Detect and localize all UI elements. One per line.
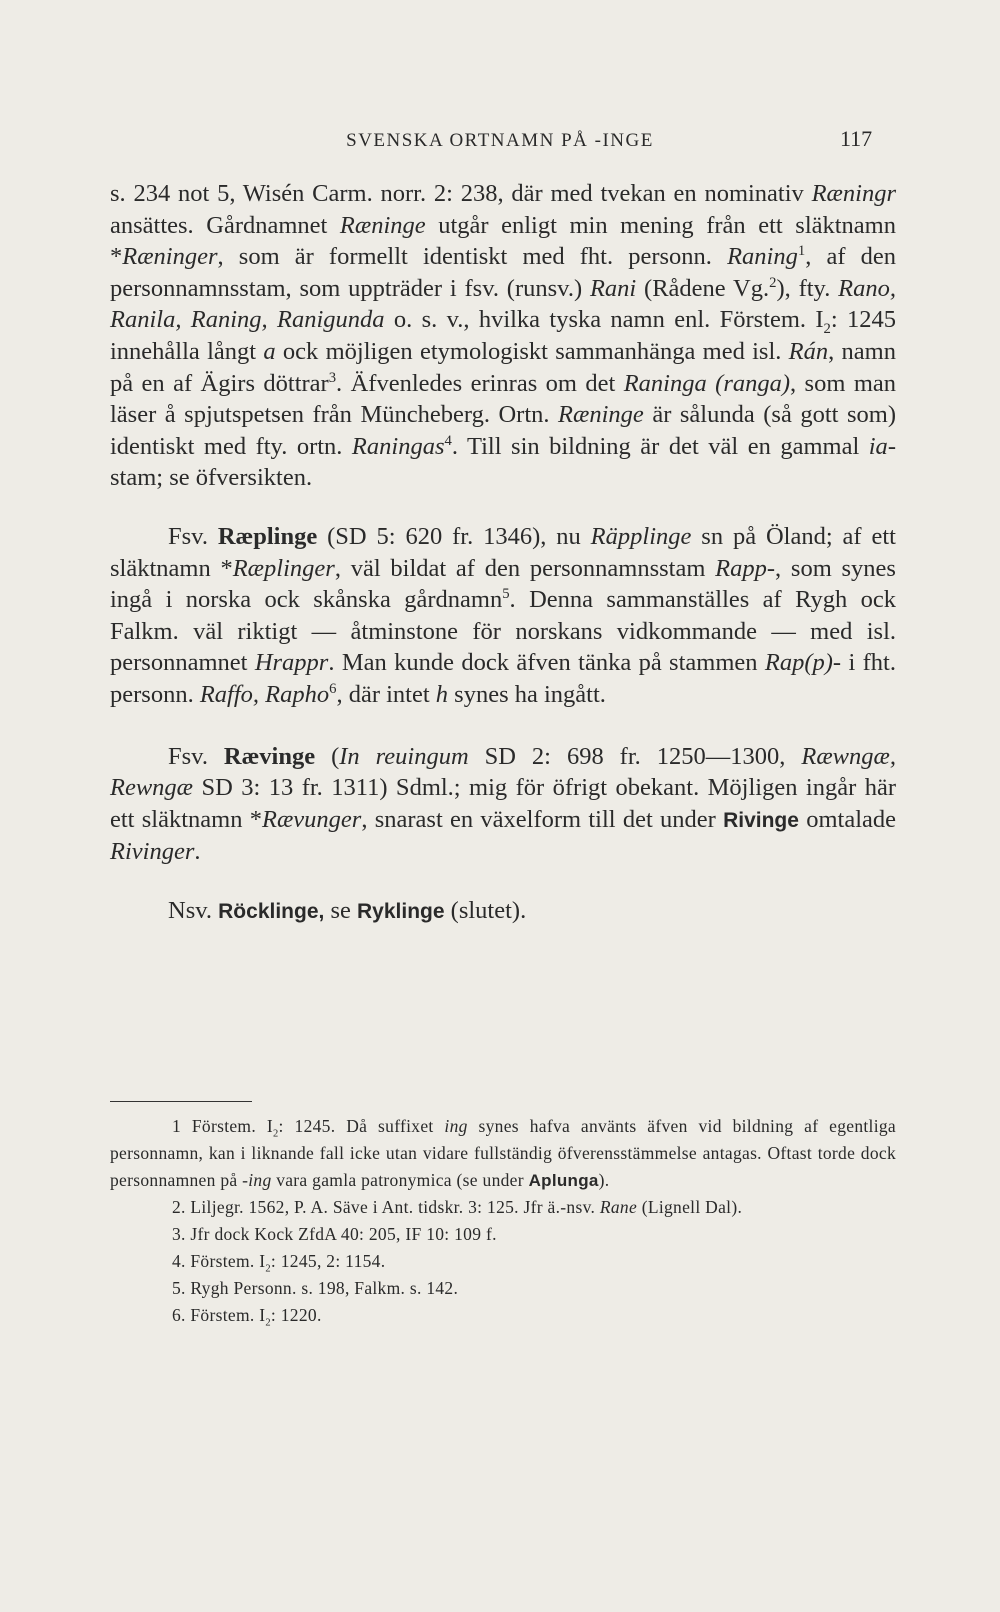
page-number: 117	[840, 126, 873, 151]
footnote-ref: 3	[328, 369, 337, 386]
footnote-3: 3. Jfr dock Kock ZfdA 40: 205, IF 10: 109 f.	[172, 1224, 497, 1244]
footnote-divider	[110, 1101, 252, 1102]
paragraph-raninge: s. 234 not 5, Wisén Carm. norr. 2: 238, där med tvekan en nominativ Ræningr ansättes. Gårdnamnet Ræninge utgår enligt min mening från ett släktnamn *Ræninger, som är formellt identiskt med fht. personn. Raning$^1$, af den personnamnsstam, som uppträder i fsv. (runsv.) Rani (Rådene Vg.$^2$), fty. Rano, Ranila, Raning, Ranigunda o. s. v., hvilka tyska namn enl. Förstem. $I_2$: 1245 innehålla långt a ock möjligen etymologiskt sammanhänga med isl. Rán, namn på en af Ägirs döttrar$^3$. Äfvenledes erinras om det Raninga (ranga), som man läser å spjutspetsen från Müncheberg. Ortn. Ræninge är sålunda (så gott som) identiskt med fty. ortn. Raningas$^4$. Till sin bildning är det väl en gammal ia-stam; se öfversikten.	[110, 180, 896, 492]
footnote-6: 6. Förstem. $I_2$: 1220.	[172, 1305, 322, 1329]
headword: Ræplinge	[217, 522, 318, 550]
footnote-5: 5. Rygh Personn. s. 198, Falkm. s. 142.	[172, 1278, 459, 1298]
paragraph-ravinge: Fsv. Rævinge (In reuingum SD 2: 698 fr. 1250—1300, Ræwngæ, Rewngæ SD 3: 13 fr. 1311) Sdml.; mig för öfrigt obekant. Möjligen ingår här ett släktnamn *Rævunger, snarast en växelform till det under Rivinge omtalade Rivinger.	[110, 742, 897, 866]
footnote-ref: 2	[769, 274, 777, 291]
footnote-ref: 4	[444, 432, 452, 449]
footnotes	[110, 1113, 896, 1329]
cross-reference: Aplunga	[528, 1171, 599, 1190]
main-text	[110, 178, 896, 927]
cross-reference: Rivinge	[723, 808, 799, 832]
running-title: SVENSKA ORTNAMN PÅ -INGE	[346, 130, 654, 151]
footnote-ref: 5	[502, 585, 510, 602]
footnote-ref: 6	[329, 680, 337, 697]
paragraph-raplinge: Fsv. Ræplinge (SD 5: 620 fr. 1346), nu Räpplinge sn på Öland; af ett släktnamn *Ræplinger, väl bildat af den personnamnsstam Rapp-, som synes ingå i norska ock skånska gårdnamn$^5$. Denna sammanställes af Rygh ock Falkm. väl riktigt — åtminstone för norskans vidkommande — med isl. personnamnet Hrappr. Man kunde dock äfven tänka på stammen Rap(p)- i fht. personn. Raffo, Rapho$^6$, där intet h synes ha ingått.	[110, 522, 896, 708]
cross-reference: Ryklinge	[357, 899, 445, 923]
footnote-2: 2. Liljegr. 1562, P. A. Säve i Ant. tidskr. 3: 125. Jfr ä.-nsv. Rane (Lignell Dal).	[172, 1197, 743, 1217]
footnote-4: 4. Förstem. $I_2$: 1245, 2: 1154.	[172, 1251, 386, 1275]
headword: Röcklinge,	[218, 899, 325, 923]
footnote-1: 1 Förstem. $I_2$: 1245. Då suffixet ing synes hafva använts äfven vid bildning af egentliga personnamn, kan i liknande fall icke utan vidare fullständig öfverensstämmelse antagas. Oftast torde dock personnamnen på -ing vara gamla patronymica (se under Aplunga).	[110, 1116, 896, 1190]
paragraph-rocklinge: Nsv. Röcklinge, se Ryklinge (slutet).	[168, 896, 527, 924]
footnote-ref: 1	[797, 243, 806, 260]
headword: Rævinge	[223, 742, 316, 770]
